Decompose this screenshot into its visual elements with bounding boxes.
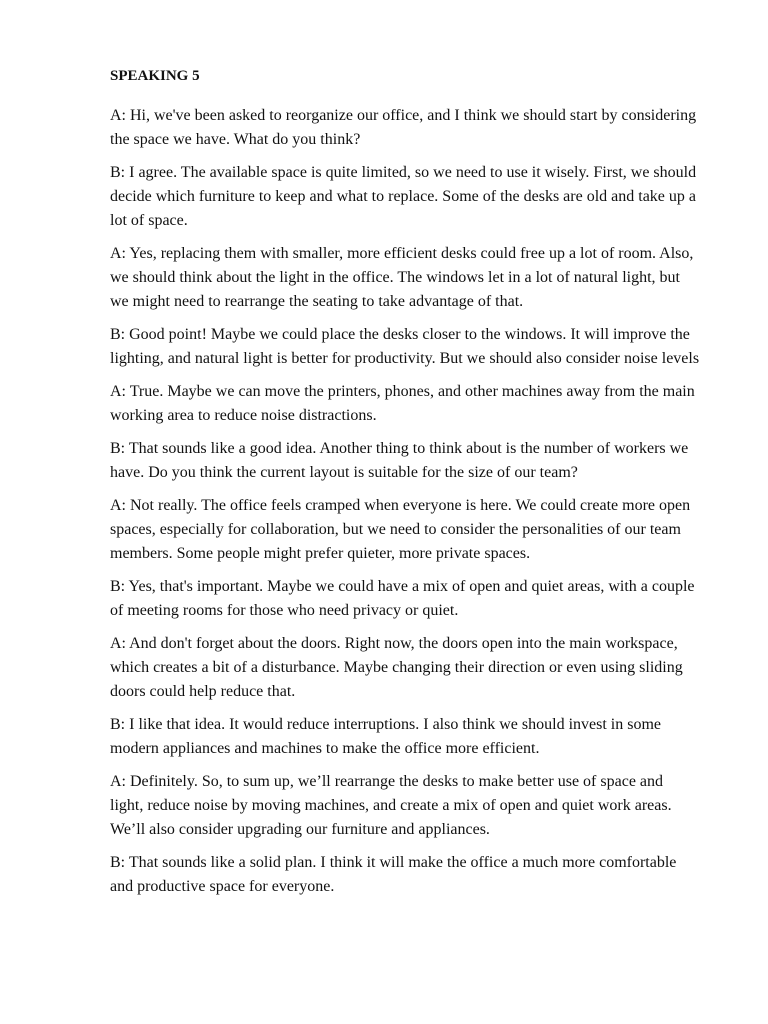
dialogue-paragraph: A: Definitely. So, to sum up, we’ll rearrange the desks to make better use of space and light, reduce noise by moving machines, and create a mix of open and quiet work areas. We’ll also consider upgrading our furniture and appliances. [110, 773, 672, 838]
dialogue-paragraph: B: I agree. The available space is quite limited, so we need to use it wisely. First, we should decide which furniture to keep and what to replace. Some of the desks are old and take up a lot of space. [110, 164, 697, 229]
document-page [110, 64, 700, 908]
dialogue-paragraph: A: And don't forget about the doors. Right now, the doors open into the main workspace, which creates a bit of a disturbance. Maybe changing their direction or even using sliding doors could help reduce that. [110, 635, 683, 700]
dialogue-paragraph: B: That sounds like a solid plan. I think it will make the office a much more comfortable and productive space for everyone. [110, 854, 677, 895]
dialogue-paragraph: A: Hi, we've been asked to reorganize our office, and I think we should start by considering the space we have. What do you think? [110, 107, 697, 148]
dialogue-paragraph: B: I like that idea. It would reduce interruptions. I also think we should invest in some modern appliances and machines to make the office more efficient. [110, 716, 662, 757]
dialogue-paragraph: B: Good point! Maybe we could place the desks closer to the windows. It will improve the lighting, and natural light is better for productivity. But we should also consider noise levels [110, 326, 700, 367]
dialogue-paragraph: A: Yes, replacing them with smaller, more efficient desks could free up a lot of room. Also, we should think about the light in the office. The windows let in a lot of natural light, but we might need to rearrange the seating to take advantage of that. [110, 245, 694, 310]
dialogue-paragraph: A: Not really. The office feels cramped when everyone is here. We could create more open spaces, especially for collaboration, but we need to consider the personalities of our team members. Some people might prefer quieter, more private spaces. [110, 497, 691, 562]
dialogue-paragraph: B: Yes, that's important. Maybe we could have a mix of open and quiet areas, with a couple of meeting rooms for those who need privacy or quiet. [110, 578, 695, 619]
dialogue-paragraph: B: That sounds like a good idea. Another thing to think about is the number of workers we have. Do you think the current layout is suitable for the size of our team? [110, 440, 689, 481]
dialogue-paragraph: A: True. Maybe we can move the printers, phones, and other machines away from the main working area to reduce noise distractions. [110, 383, 695, 424]
document-title: SPEAKING 5 [110, 68, 200, 84]
